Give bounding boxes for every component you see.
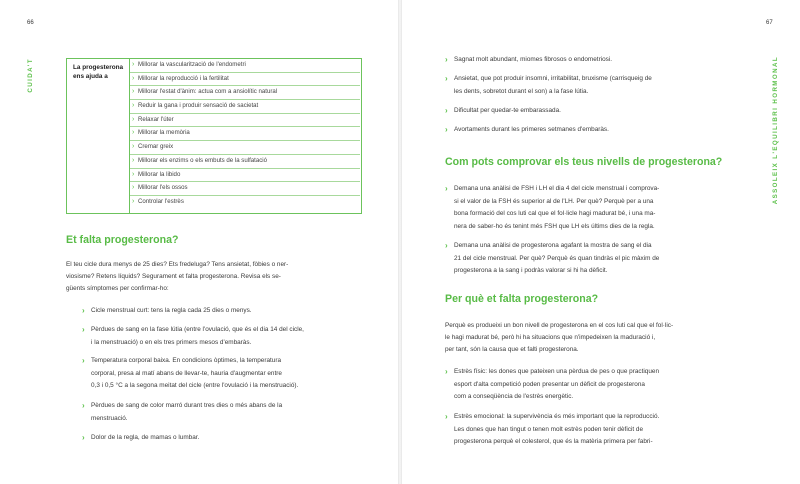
intro-paragraph bbox=[66, 259, 288, 295]
symptom-bullet bbox=[454, 73, 652, 98]
text-line: progesterona perquè el colesterol, que és la matèria primera per fabri- bbox=[454, 438, 653, 446]
page-number-left: 66 bbox=[27, 20, 34, 26]
cause-paragraph bbox=[445, 320, 673, 356]
text-line: › Ansietat, que pot produir insomni, irritabilitat, bruxisme (carrisqueig de bbox=[454, 75, 652, 82]
symptom-bullet bbox=[91, 400, 282, 425]
symptom-bullet bbox=[454, 105, 561, 118]
section-heading: Per què et falta progesterona? bbox=[445, 293, 599, 305]
symptom-bullet bbox=[91, 324, 304, 349]
vertical-chapter-title-right: ASSOLEIX L'EQUILIBRI HORMONAL bbox=[772, 56, 779, 205]
text-line: nera de saber-ho és tenint més FSH que LH els últims dies de la regla. bbox=[454, 222, 655, 230]
text-line: › Estrès físic: les dones que pateixen una pèrdua de pes o que practiquen bbox=[454, 368, 659, 375]
benefit-item: › Millorar la libido bbox=[130, 169, 360, 183]
symptom-bullet bbox=[91, 305, 252, 318]
symptom-bullet bbox=[91, 355, 298, 393]
text-line: › Demana una anàlisi de progesterona agafant la mostra de sang el dia bbox=[454, 242, 652, 249]
benefit-item: › Millorar els enzims o els embuts de la sulfatació bbox=[130, 155, 360, 169]
text-line: › Estrès emocional: la supervivència és més important que la reproducció. bbox=[454, 413, 660, 420]
check-bullet bbox=[454, 183, 659, 233]
text-line: i la menstruació) o en els tres primers mesos d'embaràs. bbox=[91, 338, 252, 346]
benefit-item: › Millorar la vascularització de l'endometri bbox=[130, 59, 360, 73]
benefit-item: › Millorar la reproducció i la fertilitat bbox=[130, 73, 360, 87]
text-line: Les dones que han tingut o tenen molt estrès poden tenir dèficit de bbox=[454, 425, 644, 433]
text-line: El teu cicle dura menys de 25 dies? Ets fredeluga? Tens ansietat, fòbies o ner- bbox=[66, 261, 289, 268]
cause-bullet bbox=[454, 411, 659, 449]
text-line: › Avortaments durant les primeres setmanes d'embaràs. bbox=[454, 126, 609, 133]
text-line: esport d'alta competició poden presentar un dèficit de progesterona bbox=[454, 380, 645, 388]
symptom-bullet bbox=[91, 432, 199, 445]
text-line: › Pèrdues de sang en la fase lútia (entre l'ovulació, que és el dia 14 del cicle, bbox=[91, 326, 304, 333]
left-page bbox=[0, 0, 398, 484]
text-line: le hagi madurat bé, però hi ha situacions que n'impedeixen la maduració i, bbox=[445, 334, 656, 341]
text-line: › Dificultat per quedar-te embarassada. bbox=[454, 107, 561, 114]
text-line: Perquè es produeixi un bon nivell de progesterona en el cos luti cal que el fol·lic- bbox=[445, 322, 674, 329]
benefits-list bbox=[129, 59, 360, 213]
text-line: progesterona a la sang i podràs valorar si hi ha dèficit. bbox=[454, 267, 608, 275]
benefits-box-label: La progesterona ens ajuda a bbox=[73, 64, 124, 80]
text-line: › Sagnat molt abundant, miomes fibrosos o endometriosi. bbox=[454, 56, 613, 63]
text-line: bona formació del cos luti cal que el fol·licle hagi madurat bé, i una ma- bbox=[454, 210, 656, 218]
text-line: menstruació. bbox=[91, 414, 128, 422]
cause-bullet bbox=[454, 366, 659, 404]
symptom-bullet bbox=[454, 124, 609, 137]
text-line: com a conseqüència de l'estrès energètic. bbox=[454, 393, 574, 401]
page-number-right: 67 bbox=[766, 20, 773, 26]
text-line: viosisme? Retens líquids? Segurament et falta progesterona. Revisa els se- bbox=[66, 273, 281, 280]
check-bullet bbox=[454, 240, 659, 278]
text-line: › Demana una anàlisi de FSH i LH el dia 4 del cicle menstrual i comprova- bbox=[454, 185, 660, 192]
text-line: › Cicle menstrual curt: tens la regla cada 25 dies o menys. bbox=[91, 307, 252, 314]
text-line: si el valor de la FSH és superior al de l'LH. Per què? Perquè per a una bbox=[454, 197, 654, 205]
right-page bbox=[402, 0, 800, 484]
symptom-bullet bbox=[454, 54, 612, 67]
text-line: güents símptomes per confirmar-ho: bbox=[66, 285, 169, 292]
section-heading: Com pots comprovar els teus nivells de progesterona? bbox=[445, 156, 723, 168]
text-line: 21 del cicle menstrual. Per què? Perquè és quan tindràs el pic màxim de bbox=[454, 254, 660, 262]
benefit-item: › Millorar la memòria bbox=[130, 127, 360, 141]
section-heading: Et falta progesterona? bbox=[66, 234, 179, 246]
benefit-item: › Controlar l'estrès bbox=[130, 196, 360, 209]
vertical-chapter-title-left: CUIDA'T bbox=[27, 58, 34, 93]
benefit-item: › Cremar greix bbox=[130, 141, 360, 155]
benefit-item: › Millorar l'estat d'ànim: actua com a ansiolític natural bbox=[130, 86, 360, 100]
benefit-item: › Reduir la gana i produir sensació de sacietat bbox=[130, 100, 360, 114]
benefits-box bbox=[66, 58, 362, 214]
text-line: les dents, sobretot durant el son) a la fase lútia. bbox=[454, 87, 589, 95]
text-line: › Pèrdues de sang de color marró durant tres dies o més abans de la bbox=[91, 402, 283, 409]
text-line: › Dolor de la regla, de mamas o lumbar. bbox=[91, 434, 200, 441]
text-line: › Temperatura corporal baixa. En condicions òptimes, la temperatura bbox=[91, 357, 282, 364]
text-line: corporal, presa al matí abans de llevar-te, hauria d'augmentar entre bbox=[91, 369, 282, 377]
benefit-item: › Relaxar l'úter bbox=[130, 114, 360, 128]
text-line: 0,3 i 0,5 °C a la segona meitat del cicle (entre l'ovulació i la menstruació). bbox=[91, 382, 299, 390]
benefit-item: › Millorar l'els ossos bbox=[130, 182, 360, 196]
text-line: per tant, són la causa que et falti progesterona. bbox=[445, 346, 579, 353]
